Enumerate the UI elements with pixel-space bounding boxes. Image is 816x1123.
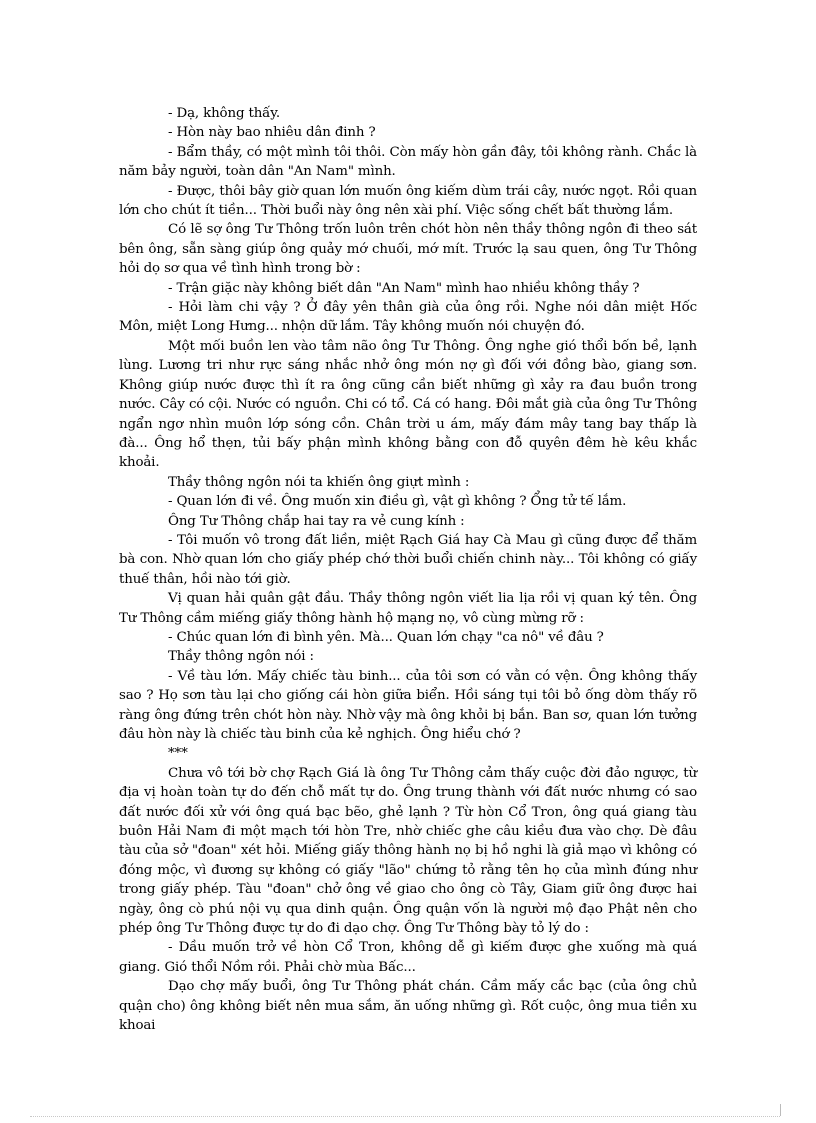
paragraph: Chưa vô tới bờ chợ Rạch Giá là ông Tư Thông cảm thấy cuộc đời đảo ngược, từ địa vị hoàn toàn tự do đến chỗ mất tự do. Ông trung thành với đất nước nhưng có sao đất nước đối xử với ông quá bạc bẽo, ghẻ lạnh ? Từ hòn Cổ Tron, ông quá giang tàu buôn Hải Nam đi một mạch tới hòn Tre, nhờ chiếc ghe câu kiều đưa vào chợ. Dè đâu tàu của sở "đoan" xét hỏi. Miếng giấy thông hành nọ bị hồ nghi là giả mạo vì không có đóng mộc, vì đương sự không có giấy "lão" chứng tỏ rằng tên họ của mình đúng như trong giấy phép. Tàu "đoan" chở ông về giao cho ông cò Tây, Giam giữ ông được hai ngày, ông cò phú nội vụ qua dinh quận. Ông quận vốn là người mộ đạo Phật nên cho phép ông Tư Thông được tự do đi dạo chợ. Ông Tư Thông bày tỏ lý do : <box>119 765 697 937</box>
paragraph: - Hòn này bao nhiêu dân đinh ? <box>168 125 376 141</box>
paragraph: - Chúc quan lớn đi bình yên. Mà... Quan lớn chạy "ca nô" về đâu ? <box>168 629 604 645</box>
paragraph: - Hỏi làm chi vậy ? Ở đây yên thân già của ông rồi. Nghe nói dân miệt Hốc Môn, miệt Long Hưng... nhộn dữ lắm. Tây không muốn nói chuyện đó. <box>119 300 697 335</box>
paragraph: - Tôi muốn vô trong đất liền, miệt Rạch Giá hay Cà Mau gì cũng được để thăm bà con. Nhờ quan lớn cho giấy phép chớ thời buổi chiến chinh này... Tôi không có giấy thuế thân, hồi nào tới giờ. <box>119 532 697 587</box>
page-bottom-border <box>30 1116 780 1117</box>
document-body <box>119 104 697 1036</box>
paragraph: Thầy thông ngôn nói ta khiến ông giựt mình : <box>168 474 470 490</box>
paragraph: Một mối buồn len vào tâm não ông Tư Thông. Ông nghe gió thổi bốn bề, lạnh lùng. Lương tri như rực sáng nhắc nhở ông món nợ gì đối với đồng bào, giang sơn. Không giúp nước được thì ít ra ông cũng cần biết những gì xảy ra đau buồn trong nước. Cây có cội. Nước có nguồn. Chi có tổ. Cá có hang. Đôi mắt già của ông Tư Thông ngẩn ngơ nhìn muôn lớp sóng cồn. Chân trời u ám, mấy đám mây tang bay thấp là đà... Ông hổ thẹn, tủi bấy phận mình không bằng con đỗ quyên đêm hè kêu khắc khoải. <box>119 338 697 471</box>
paragraph: Ông Tư Thông chắp hai tay ra vẻ cung kính : <box>168 513 465 529</box>
paragraph: Thầy thông ngôn nói : <box>168 649 314 665</box>
paragraph: - Về tàu lớn. Mấy chiếc tàu binh... của tôi sơn có vằn có vện. Ông không thấy sao ? Họ sơn tàu lại cho giống cái hòn giữa biển. Hồi sáng tụi tôi bỏ ống dòm thấy rõ ràng ông đứng trên chót hòn này. Nhờ vậy mà ông khỏi bị bắn. Ban sơ, quan lớn tưởng đâu hòn này là chiếc tàu binh của kẻ nghịch. Ông hiểu chớ ? <box>119 668 697 742</box>
paragraph: Vị quan hải quân gật đầu. Thầy thông ngôn viết lia lịa rồi vị quan ký tên. Ông Tư Thông cầm miếng giấy thông hành hộ mạng nọ, vô cùng mừng rỡ : <box>119 591 697 626</box>
paragraph: Có lẽ sợ ông Tư Thông trốn luôn trên chót hòn nên thầy thông ngôn đi theo sát bên ông, sẵn sàng giúp ông quảy mớ chuối, mớ mít. Trước lạ sau quen, ông Tư Thông hỏi dọ sơ qua về tình hình trong bờ : <box>119 222 697 277</box>
paragraph: - Bẩm thầy, có một mình tôi thôi. Còn mấy hòn gần đây, tôi không rành. Chắc là năm bảy người, toàn dân "An Nam" mình. <box>119 144 697 180</box>
paragraph: - Dạ, không thấy. <box>168 106 280 121</box>
paragraph: - Trận giặc này không biết dân "An Nam" mình hao nhiều không thầy ? <box>168 280 640 296</box>
paragraph: - Quan lớn đi về. Ông muốn xin điều gì, vật gì không ? Ổng tử tế lắm. <box>168 494 627 510</box>
paragraph: - Dầu muốn trở về hòn Cổ Tron, không dễ gì kiếm được ghe xuống mà quá giang. Gió thổi Nồm rồi. Phải chờ mùa Bấc... <box>119 940 697 975</box>
section-separator: *** <box>168 746 188 762</box>
paragraph: - Được, thôi bây giờ quan lớn muốn ông kiếm dùm trái cây, nước ngọt. Rồi quan lớn cho chút ít tiền... Thời buổi này ông nên xài phí. Việc sống chết bất thường lắm. <box>119 183 697 219</box>
paragraph: Dạo chợ mấy buổi, ông Tư Thông phát chán. Cầm mấy cắc bạc (của ông chủ quận cho) ông không biết nên mua sắm, ăn uống những gì. Rốt cuộc, ông mua tiền xu khoai <box>119 979 697 1034</box>
page-corner-mark <box>780 1104 781 1116</box>
